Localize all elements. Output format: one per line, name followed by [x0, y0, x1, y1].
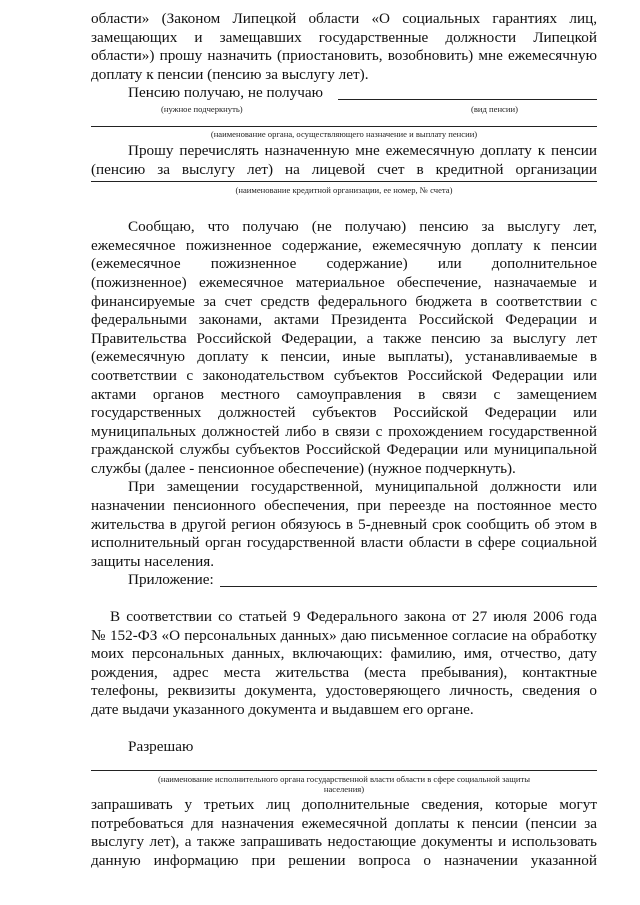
attachment-label: Приложение:: [128, 571, 214, 589]
allow-line: выслугу лет), а также запрашивать недостающие документы и использовать: [91, 833, 597, 851]
allow-org-note: [91, 774, 597, 794]
inform-line: государственных должностей субъектов Российской Федерации или: [91, 404, 597, 422]
allow-label: Разрешаю: [128, 737, 194, 755]
inform-line: гражданской службы субъектов Российской Федерации или муниципальной: [91, 441, 597, 459]
transfer-line: (пенсию за выслугу лет) на лицевой счет в кредитной организации: [91, 160, 597, 178]
bank-note: (наименование кредитной организации, ее номер, № счета): [235, 185, 453, 196]
inform-line: Правительства Российской Федерации, а также пенсию за выслугу лет: [91, 329, 597, 347]
consent-line: моих персональных данных, включающих: фамилию, имя, отчество, дату: [91, 645, 597, 663]
inform-line: (ежемесячную доплату к пенсии, иные выплаты), устанавливаемые в: [91, 348, 597, 366]
intro-line: замещающих и замещавших государственные должности Липецкой: [91, 28, 597, 46]
pension-label: Пенсию получаю, не получаю: [128, 84, 323, 102]
pension-type-field[interactable]: [338, 99, 597, 100]
allow-note-line: населения): [323, 784, 365, 795]
inform-line: федеральными законами, актами Президента Российской Федерации и: [91, 311, 597, 329]
allow-line: потребоваться для назначения ежемесячной доплаты к пенсии (пенсии за: [91, 814, 597, 832]
transfer-line: Прошу перечислять назначенную мне ежемесячную доплату к пенсии: [128, 141, 597, 159]
consent-line: № 152-ФЗ «О персональных данных» даю письменное согласие на обработку: [91, 626, 597, 644]
obligation-line: назначении пенсионного обеспечения, при переезде на постоянное место: [91, 497, 597, 515]
consent-line: В соответствии со статьей 9 Федерального закона от 27 июля 2006 года: [110, 608, 597, 626]
pension-note-underline: (нужное подчеркнуть): [161, 103, 243, 114]
intro-line: области») прошу назначить (приостановить, возобновить) мне ежемесячную: [91, 47, 597, 65]
pension-org-field[interactable]: [91, 116, 597, 127]
consent-line: телефоны, реквизиты документа, удостоверяющего личность, сведения о: [91, 682, 597, 700]
inform-line: (ежемесячное пожизненное содержание) или дополнительное: [91, 255, 597, 273]
document-page: [91, 10, 597, 871]
inform-line: (пожизненное) ежемесячное материальное обеспечение, назначаемые и: [91, 273, 597, 291]
attachment-field[interactable]: [220, 586, 597, 587]
bank-field[interactable]: [91, 179, 597, 182]
inform-line: муниципальных должностей либо в связи с прохождением государственной: [91, 422, 597, 440]
pension-org-note: (наименование органа, осуществляющего назначение и выплату пенсии): [210, 128, 478, 139]
pension-notes: [91, 103, 597, 116]
allow-org-field[interactable]: [91, 756, 597, 771]
inform-line: финансируемые за счет средств федерального бюджета в соответствии с: [91, 292, 597, 310]
consent-line: дате выдачи указанного документа и выдавшем его органе.: [91, 701, 474, 718]
intro-line: области» (Законом Липецкой области «О социальных гарантиях лиц,: [91, 10, 597, 27]
inform-line: соответствии с законодательством субъектов Российской Федерации или: [91, 366, 597, 384]
obligation-line: При замещении государственной, муниципальной должности или: [128, 478, 597, 496]
allow-line: данную информацию при решении вопроса о назначении указанной: [91, 851, 597, 869]
obligation-line: исполнительный орган государственной власти области в сфере социальной: [91, 534, 597, 552]
allow-row: [91, 738, 597, 757]
inform-line: службы (далее - пенсионное обеспечение) (нужное подчеркнуть).: [91, 459, 516, 477]
allow-note-line: (наименование исполнительного органа государственной власти области в сфере социальной защиты: [158, 774, 530, 785]
obligation-line: жительства в другой регион обязуюсь в 5-дневный срок сообщить об этом в: [91, 515, 597, 533]
inform-line: актами органов местного самоуправления в связи с замещением: [91, 385, 597, 403]
intro-line: доплату к пенсии (пенсию за выслугу лет).: [91, 65, 369, 83]
inform-line: ежемесячное пожизненное содержание, ежемесячную доплату к пенсии: [91, 236, 597, 254]
consent-line: рождения, адрес места жительства (места пребывания), контактные: [91, 663, 597, 681]
attachment-row: [91, 571, 597, 590]
allow-line: запрашивать у третьих лиц дополнительные сведения, которые могут: [91, 796, 597, 814]
pension-note-type: (вид пенсии): [471, 103, 518, 114]
obligation-line: защиты населения.: [91, 552, 215, 570]
pension-row: [91, 84, 597, 103]
inform-line: Сообщаю, что получаю (не получаю) пенсию за выслугу лет,: [128, 218, 597, 236]
